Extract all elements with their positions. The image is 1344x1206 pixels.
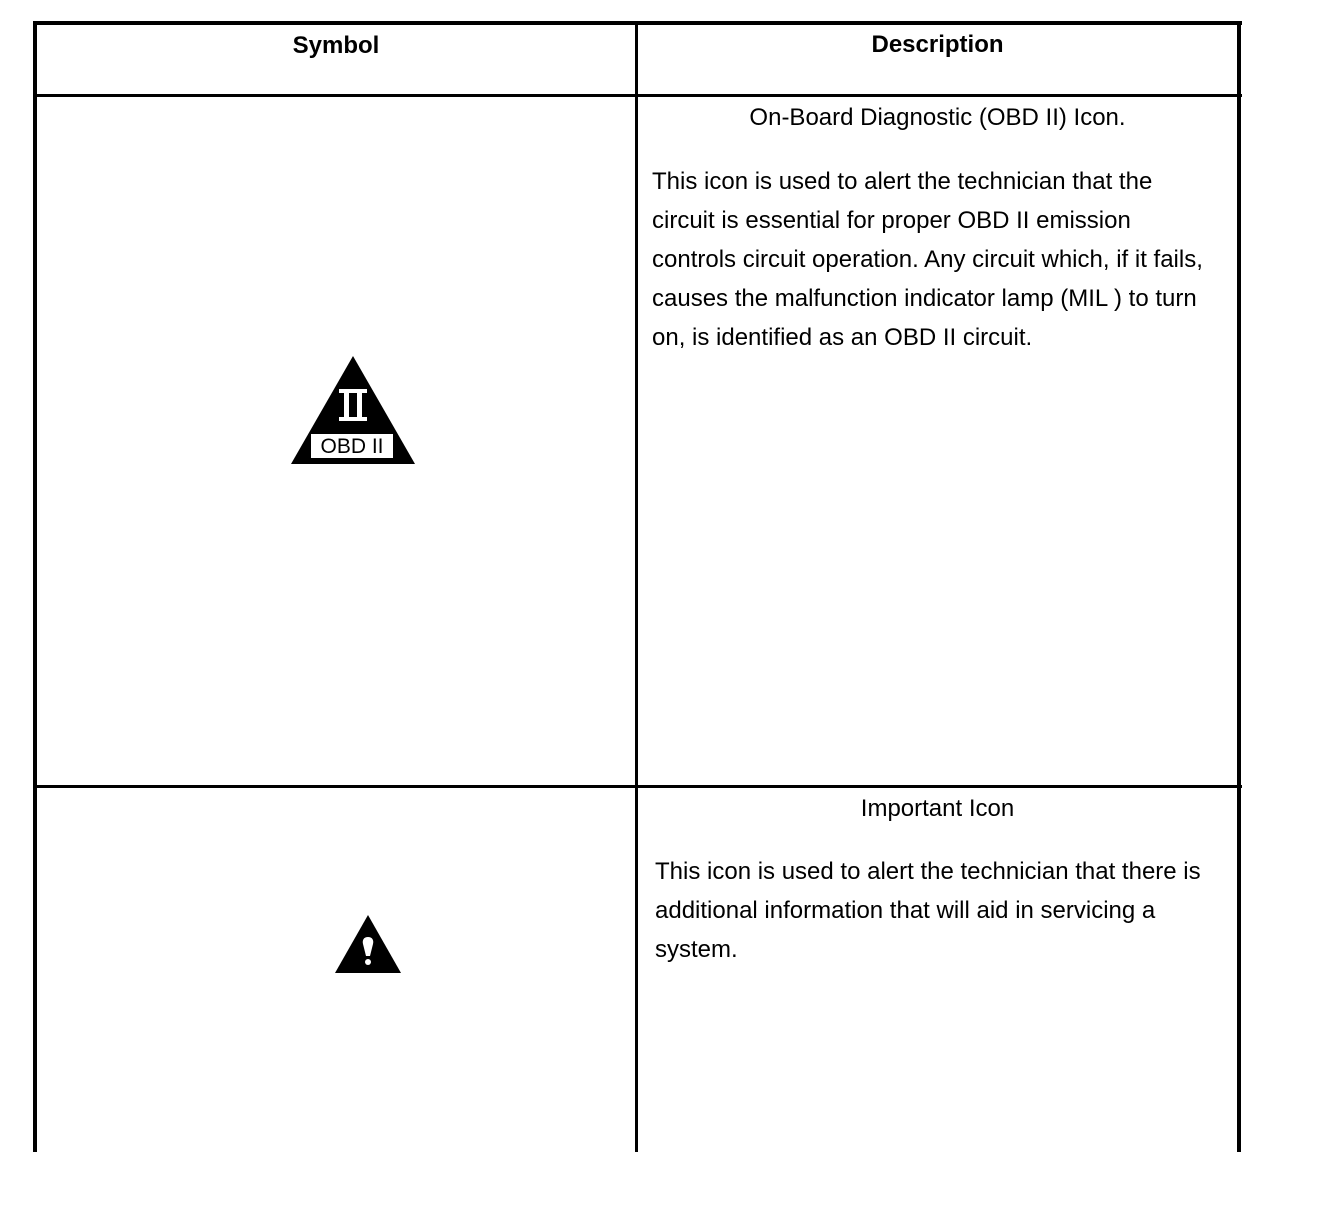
obd-numeral-bottom-bar [339,417,367,421]
row-title-important: Important Icon [860,795,1015,822]
table-header-divider [33,94,1242,97]
table-border-left [33,21,37,1152]
exclamation-dot [365,959,371,965]
obd-numeral-right-stroke [357,393,362,417]
obd-label-text: OBD II [320,435,384,458]
row-body-obd: This icon is used to alert the technician that the circuit is essential for proper OBD II emission controls circuit operation. Any circuit which, if it fails, causes the malfunction indicator lamp (MIL ) to turn on, is identified as an OBD II circuit. [652,168,1203,351]
important-warning-icon [333,913,403,975]
obd-numeral-left-stroke [344,393,349,417]
obd-ii-icon [289,354,417,466]
table-border-right [1237,21,1241,1152]
obd-numeral-top-bar [339,389,367,393]
table-column-divider [635,21,638,1152]
header-symbol: Symbol [292,32,380,59]
table-row-divider [33,785,1242,788]
row-body-important: This icon is used to alert the technician that there is additional information that will aid in servicing a system. [655,858,1201,963]
row-title-obd: On-Board Diagnostic (OBD II) Icon. [749,104,1126,131]
header-description: Description [871,31,1004,58]
